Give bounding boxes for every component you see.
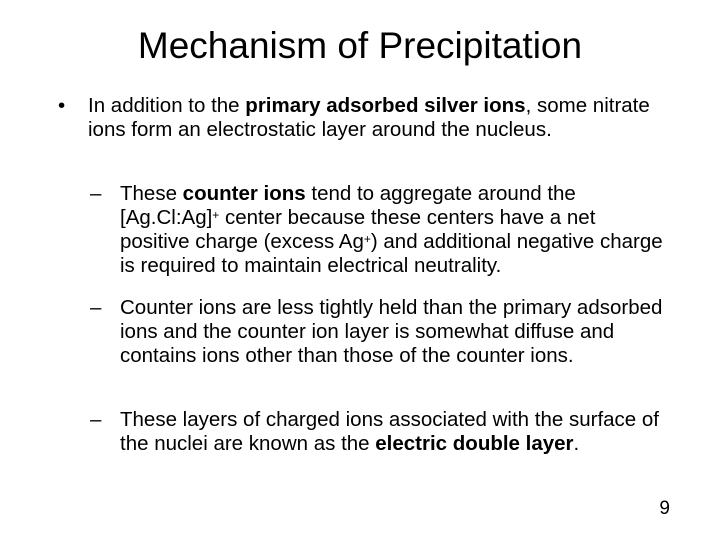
bullet-text-part: , some nitrate ions form an electrostatic layer around the nucleus. <box>88 94 650 141</box>
sub-bullet-text-part: tend to aggregate around the [Ag.Cl:Ag] <box>120 182 576 229</box>
superscript-charge: + <box>363 232 371 246</box>
sub-bullet-text-part: center because these centers have a net positive charge (excess Ag <box>120 206 596 253</box>
sub-bullet-text-part: These <box>120 182 183 205</box>
sub-bullet-text <box>120 408 670 456</box>
sub-bullet-text-part: These layers of charged ions associated with the surface of the nuclei are known as the <box>120 408 659 455</box>
slide-title: Mechanism of Precipitation <box>137 25 583 66</box>
bullet-text <box>88 94 668 142</box>
bullet-text-bold: primary adsorbed silver ions <box>245 94 526 117</box>
superscript-charge: + <box>212 208 220 222</box>
sub-bullet-marker: – <box>90 182 102 205</box>
sub-bullet-text: Counter ions are less tightly held than the primary adsorbed ions and the counter ion layer is somewhat diffuse and contains ions other than those of the counter ions. <box>120 296 663 367</box>
sub-bullet-text-bold: electric double layer <box>375 432 574 455</box>
sub-bullet-item <box>90 408 670 456</box>
sub-bullet-text <box>120 182 670 278</box>
bullet-marker: • <box>58 94 66 117</box>
sub-bullet-text-part: . <box>573 432 580 455</box>
bullet-text-part: In addition to the <box>88 94 246 117</box>
page-number: 9 <box>659 498 670 519</box>
bullet-item <box>58 94 668 142</box>
sub-bullet-marker: – <box>90 408 102 431</box>
sub-bullet-text-part: ) and additional negative charge is required to maintain electrical neutrality. <box>120 230 663 277</box>
sub-bullet-marker: – <box>90 296 102 319</box>
sub-bullet-item <box>90 296 670 368</box>
sub-bullet-text-bold: counter ions <box>182 182 306 205</box>
sub-bullet-item <box>90 182 670 278</box>
